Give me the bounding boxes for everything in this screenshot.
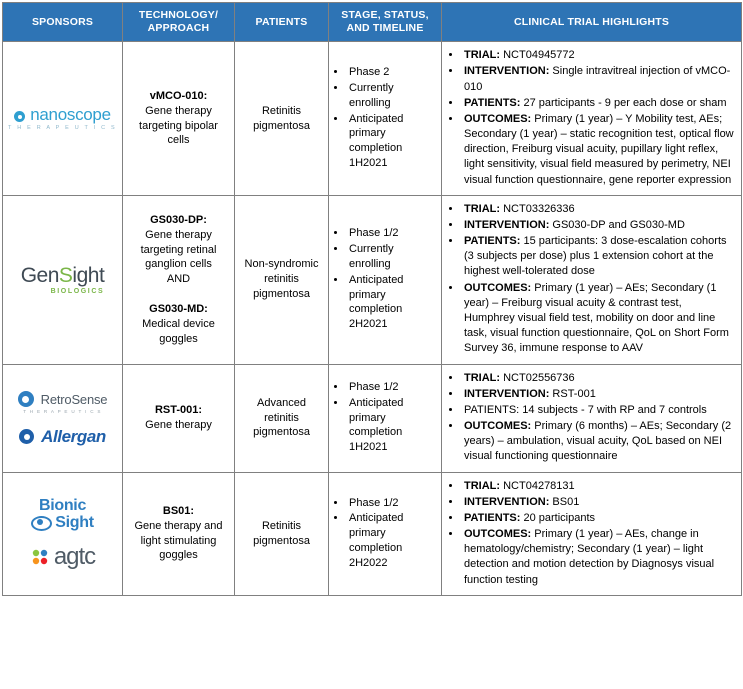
highlight-label: OUTCOMES: bbox=[464, 112, 532, 125]
technology-cell bbox=[123, 195, 235, 364]
highlight-label: TRIAL: bbox=[464, 202, 501, 215]
patients-cell: Advanced retinitis pigmentosa bbox=[235, 364, 329, 472]
list-item: • Currently enrolling bbox=[347, 81, 437, 111]
highlight-label: PATIENTS: bbox=[464, 235, 521, 248]
highlight-label: TRIAL: bbox=[464, 371, 501, 384]
list-item bbox=[462, 218, 735, 233]
list-item: • Currently enrolling bbox=[347, 242, 437, 272]
list-item bbox=[462, 527, 735, 588]
patients-cell: Retinitis pigmentosa bbox=[235, 472, 329, 595]
stage-cell bbox=[329, 472, 442, 595]
list-item: • Anticipated primary completion 2H2021 bbox=[347, 273, 437, 332]
list-item: • Phase 1/2 bbox=[347, 496, 437, 511]
list-item bbox=[462, 495, 735, 510]
allergan-logo bbox=[19, 428, 106, 445]
highlight-label: PATIENTS: bbox=[464, 96, 521, 109]
highlight-text: Primary (6 months) – AEs; Secondary (2 years) – ambulation, visual acuity, QoL based on NEI visual functioning questionnaire bbox=[464, 420, 732, 463]
highlight-label: TRIAL: bbox=[464, 49, 501, 62]
list-item bbox=[462, 96, 735, 111]
sponsor-cell-gensight bbox=[3, 195, 123, 364]
highlights-list bbox=[444, 48, 735, 188]
technology-cell bbox=[123, 472, 235, 595]
table-row bbox=[3, 195, 742, 364]
highlight-text: RST-001 bbox=[549, 387, 596, 400]
highlights-list bbox=[444, 371, 735, 465]
column-header-highlights: CLINICAL TRIAL HIGHLIGHTS bbox=[442, 3, 742, 42]
list-item bbox=[462, 511, 735, 526]
list-item bbox=[462, 403, 735, 418]
stage-cell bbox=[329, 364, 442, 472]
highlight-label: PATIENTS: bbox=[464, 403, 520, 416]
sponsor-cell-nanoscope bbox=[3, 42, 123, 196]
logo-stack bbox=[7, 106, 118, 131]
highlight-text: 15 participants: 3 dose-escalation cohorts (3 subjects per dose) plus 1 extension cohort at the highest well-tolerated dose bbox=[464, 235, 727, 278]
list-item: • Anticipated primary completion 2H2022 bbox=[347, 511, 437, 570]
highlight-label: INTERVENTION: bbox=[464, 495, 550, 508]
logo-stack bbox=[7, 391, 118, 445]
stage-cell bbox=[329, 195, 442, 364]
retrosense-wordmark: RetroSense bbox=[40, 391, 108, 407]
list-item bbox=[462, 371, 735, 386]
highlights-list bbox=[444, 479, 735, 588]
column-header-technology: TECHNOLOGY/ APPROACH bbox=[123, 3, 235, 42]
highlight-text: BS01 bbox=[549, 495, 580, 508]
sponsor-cell-bionicsight-agtc bbox=[3, 472, 123, 595]
list-item: • Phase 1/2 bbox=[347, 226, 437, 241]
list-item: • Phase 2 bbox=[347, 65, 437, 80]
header-row bbox=[3, 3, 742, 42]
patients-cell: Non-syndromic retinitis pigmentosa bbox=[235, 195, 329, 364]
stage-list bbox=[331, 496, 437, 571]
highlight-text: NCT04945772 bbox=[500, 49, 575, 62]
highlight-text: GS030-DP and GS030-MD bbox=[549, 218, 685, 231]
gensight-wordmark: GenSight bbox=[20, 263, 105, 287]
highlight-label: OUTCOMES: bbox=[464, 420, 532, 433]
highlight-label: OUTCOMES: bbox=[464, 528, 532, 541]
list-item bbox=[462, 48, 735, 63]
retrosense-therapeutics-logo bbox=[18, 391, 108, 414]
list-item: • Phase 1/2 bbox=[347, 380, 437, 395]
technology-conjunction: AND bbox=[166, 273, 191, 286]
gensight-tagline: BIOLOGICS bbox=[50, 287, 105, 295]
table-row bbox=[3, 42, 742, 196]
highlights-cell bbox=[442, 42, 742, 196]
list-item bbox=[462, 112, 735, 188]
list-item bbox=[462, 479, 735, 494]
technology-cell bbox=[123, 42, 235, 196]
highlight-text: Primary (1 year) – AEs, change in hematology/chemistry; Secondary (1 year) – light detection and motion detection by Diagnosys visual function testing bbox=[464, 528, 715, 586]
highlight-label: TRIAL: bbox=[464, 479, 501, 492]
technology-name: vMCO-010: bbox=[149, 89, 208, 102]
nanoscope-tagline: T H E R A P E U T I C S bbox=[8, 125, 117, 132]
list-item bbox=[462, 64, 735, 94]
technology-description-2: Medical device goggles bbox=[142, 317, 215, 345]
bionic-sight-logo bbox=[31, 498, 94, 532]
highlight-text: 27 participants - 9 per each dose or sham bbox=[520, 96, 727, 109]
logo-stack bbox=[7, 498, 118, 570]
stage-list bbox=[331, 65, 437, 171]
stage-cell bbox=[329, 42, 442, 196]
agtc-logo bbox=[30, 545, 95, 569]
table-row bbox=[3, 364, 742, 472]
table-row bbox=[3, 472, 742, 595]
highlights-list bbox=[444, 202, 735, 357]
list-item bbox=[462, 281, 735, 357]
table-body bbox=[3, 42, 742, 596]
technology-name: RST-001: bbox=[154, 404, 203, 417]
stage-list bbox=[331, 380, 437, 455]
list-item bbox=[462, 234, 735, 280]
sponsor-cell-retrosense-allergan bbox=[3, 364, 123, 472]
patients-cell: Retinitis pigmentosa bbox=[235, 42, 329, 196]
stage-list bbox=[331, 226, 437, 332]
highlight-label: INTERVENTION: bbox=[464, 65, 550, 78]
agtc-wordmark: agtc bbox=[53, 543, 96, 571]
highlight-text: Primary (1 year) – AEs; Secondary (1 year) – Freiburg visual acuity & contrast test, Humphrey visual field test, mobility on door and line task, visual function questionnaire, QoL on Short Form Survey 36, immune response to AAV bbox=[464, 281, 729, 355]
list-item bbox=[462, 202, 735, 217]
highlight-text: 20 participants bbox=[520, 511, 596, 524]
nanoscope-therapeutics-logo bbox=[8, 106, 117, 131]
retrosense-circle-icon bbox=[18, 391, 34, 407]
highlights-cell bbox=[442, 195, 742, 364]
nanoscope-dot-icon bbox=[14, 111, 25, 122]
table-header bbox=[3, 3, 742, 42]
highlight-text: NCT04278131 bbox=[500, 479, 575, 492]
highlight-label: INTERVENTION: bbox=[464, 387, 550, 400]
nanoscope-wordmark: nanoscope bbox=[30, 105, 111, 125]
highlight-text: NCT03326336 bbox=[500, 202, 575, 215]
highlight-text: NCT02556736 bbox=[500, 371, 575, 384]
allergan-circle-icon bbox=[19, 429, 34, 444]
column-header-patients: PATIENTS bbox=[235, 3, 329, 42]
bionic-wordmark-line2: Sight bbox=[31, 515, 94, 532]
clinical-trials-table bbox=[2, 2, 742, 596]
highlights-cell bbox=[442, 364, 742, 472]
logo-stack bbox=[7, 265, 118, 295]
retrosense-tagline: T H E R A P E U T I C S bbox=[23, 409, 102, 415]
bionic-wordmark-line1: Bionic bbox=[38, 496, 87, 514]
list-item: • Anticipated primary completion 1H2021 bbox=[347, 112, 437, 171]
eye-icon bbox=[31, 516, 52, 531]
technology-name: GS030-DP: bbox=[150, 213, 207, 226]
agtc-mark-icon bbox=[30, 547, 50, 567]
technology-description: Gene therapy targeting retinal ganglion cells bbox=[140, 228, 217, 271]
allergan-wordmark: Allergan bbox=[41, 427, 106, 447]
column-header-stage: STAGE, STATUS, AND TIMELINE bbox=[329, 3, 442, 42]
technology-name: BS01: bbox=[162, 504, 195, 517]
list-item bbox=[462, 419, 735, 465]
highlight-text: Single intravitreal injection of vMCO-010 bbox=[464, 65, 731, 93]
gensight-biologics-logo bbox=[21, 265, 105, 295]
highlight-text: 14 subjects - 7 with RP and 7 controls bbox=[519, 403, 707, 416]
highlight-text: Primary (1 year) – Y Mobility test, AEs; Secondary (1 year) – static recognition test, optical flow direction, Freiburg visual acuity, pupillary light reflex, light sensitivity, visual field measured by perimetry, NEI visual function questionnaire, gene reporter expression bbox=[464, 112, 734, 186]
highlight-label: PATIENTS: bbox=[464, 511, 521, 524]
highlights-cell bbox=[442, 472, 742, 595]
technology-cell bbox=[123, 364, 235, 472]
highlight-label: OUTCOMES: bbox=[464, 281, 532, 294]
technology-description: Gene therapy targeting bipolar cells bbox=[139, 104, 218, 147]
technology-name-2: GS030-MD: bbox=[149, 302, 208, 315]
column-header-sponsors: SPONSORS bbox=[3, 3, 123, 42]
list-item: • Anticipated primary completion 1H2021 bbox=[347, 396, 437, 455]
technology-description: Gene therapy bbox=[145, 419, 212, 432]
list-item bbox=[462, 387, 735, 402]
highlight-label: INTERVENTION: bbox=[464, 218, 550, 231]
technology-description: Gene therapy and light stimulating goggles bbox=[134, 519, 223, 562]
